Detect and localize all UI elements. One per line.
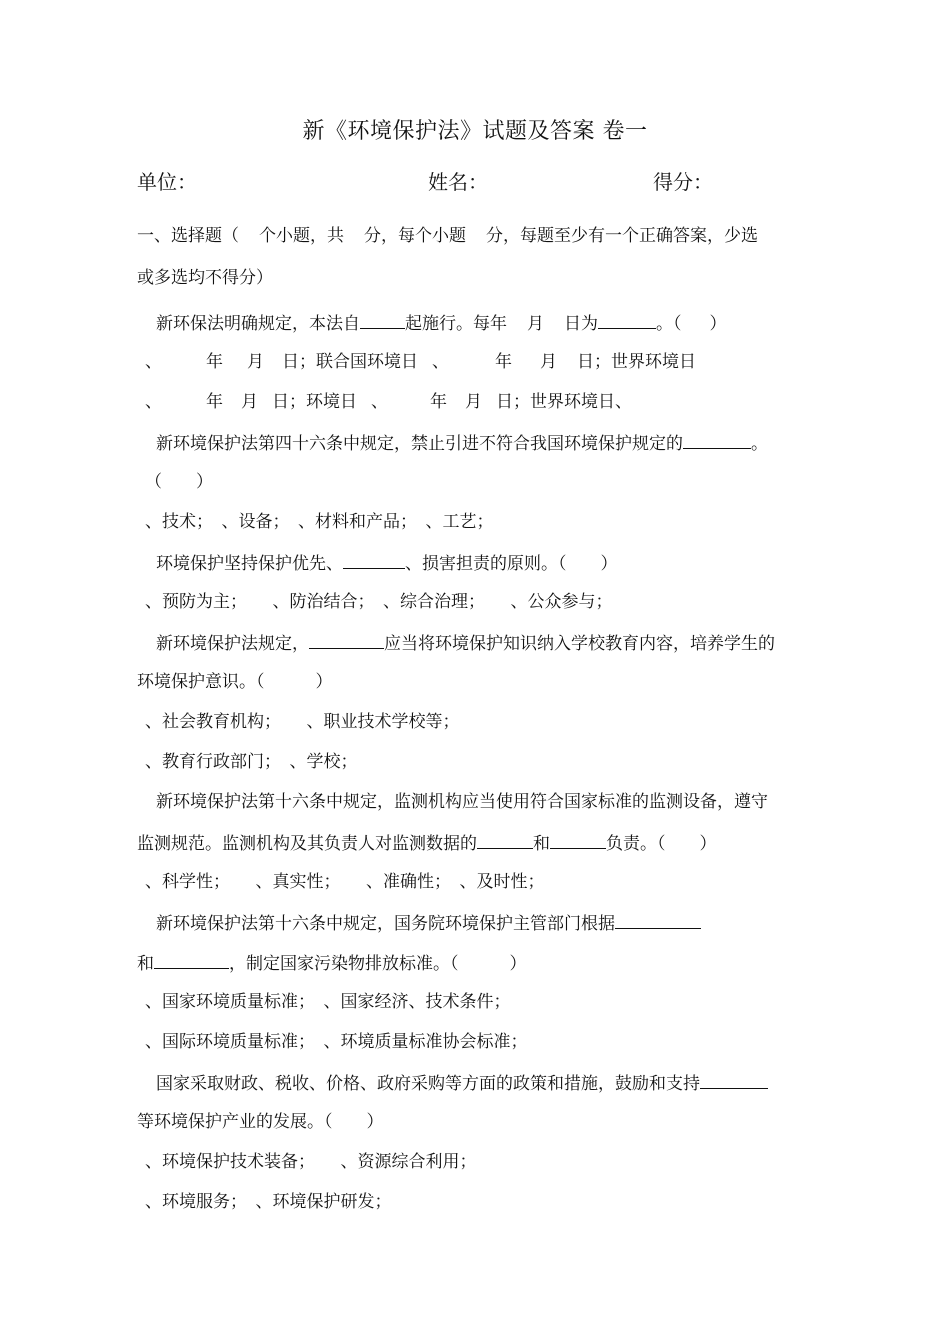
answer-blank[interactable]	[700, 1071, 768, 1089]
answer-blank[interactable]	[598, 311, 656, 329]
question-7-stem: 国家采取财政、税收、价格、政府采购等方面的政策和措施，鼓励和支持	[156, 1071, 768, 1095]
question-7-stem-line2: 等环境保护产业的发展。（ ）	[137, 1112, 384, 1132]
question-5-stem: 新环境保护法第十六条中规定，监测机构应当使用符合国家标准的监测设备，遵守	[156, 792, 768, 812]
question-5-options: 、科学性； 、真实性； 、准确性； 、及时性；	[145, 872, 545, 892]
question-2-stem: 新环境保护法第四十六条中规定，禁止引进不符合我国环境保护规定的 。	[156, 431, 768, 455]
question-7-options-1: 、环境保护技术装备； 、资源综合利用；	[145, 1152, 477, 1172]
question-4-stem: 新环境保护法规定， 应当将环境保护知识纳入学校教育内容，培养学生的	[156, 631, 775, 655]
question-3-options: 、预防为主； 、防治结合； 、综合治理； 、公众参与；	[145, 592, 613, 612]
question-7-options-2: 、环境服务； 、环境保护研发；	[145, 1192, 392, 1212]
answer-blank[interactable]	[615, 911, 701, 929]
question-4-stem-line2: 环境保护意识。（ ）	[137, 672, 333, 692]
answer-blank[interactable]	[309, 631, 384, 649]
question-6-stem-line2: 和 ，制定国家污染物排放标准。（ ）	[137, 951, 527, 975]
section-intro-line1: 一、选择题（ 个小题，共 分，每个小题 分，每题至少有一个正确答案，少选	[137, 226, 758, 246]
question-5-stem-line2: 监测规范。监测机构及其负责人对监测数据的 和 负责。（ ）	[137, 831, 717, 855]
unit-label: 单位：	[137, 170, 197, 194]
section-intro-line2: 或多选均不得分）	[137, 268, 273, 288]
question-1-options-2: 、 年 月 日；环境日 、 年 月 日；世界环境日、	[145, 392, 632, 412]
question-2-paren: （ ）	[145, 472, 213, 492]
question-4-options-2: 、教育行政部门； 、学校；	[145, 752, 358, 772]
answer-blank[interactable]	[343, 551, 405, 569]
question-4-options-1: 、社会教育机构； 、职业技术学校等；	[145, 712, 460, 732]
question-6-options-1: 、国家环境质量标准； 、国家经济、技术条件；	[145, 992, 511, 1012]
name-label: 姓名：	[428, 170, 488, 194]
answer-blank[interactable]	[154, 951, 229, 969]
answer-blank[interactable]	[477, 831, 533, 849]
question-3-stem: 环境保护坚持保护优先、 、损害担责的原则。（ ）	[156, 551, 618, 575]
score-label: 得分：	[653, 170, 713, 194]
page-title: 新《环境保护法》试题及答案 卷一	[302, 119, 648, 144]
question-6-options-2: 、国际环境质量标准； 、环境质量标准协会标准；	[145, 1032, 528, 1052]
question-1-options-1: 、 年 月 日；联合国环境日 、 年 月 日；世界环境日	[145, 352, 696, 372]
answer-blank[interactable]	[683, 431, 751, 449]
question-2-options: 、技术； 、设备； 、材料和产品； 、工艺；	[145, 512, 494, 532]
answer-blank[interactable]	[360, 311, 405, 329]
question-1-stem: 新环保法明确规定，本法自 起施行。每年 月 日为 。（ ）	[156, 311, 727, 335]
answer-blank[interactable]	[550, 831, 606, 849]
question-6-stem: 新环境保护法第十六条中规定，国务院环境保护主管部门根据	[156, 911, 701, 935]
